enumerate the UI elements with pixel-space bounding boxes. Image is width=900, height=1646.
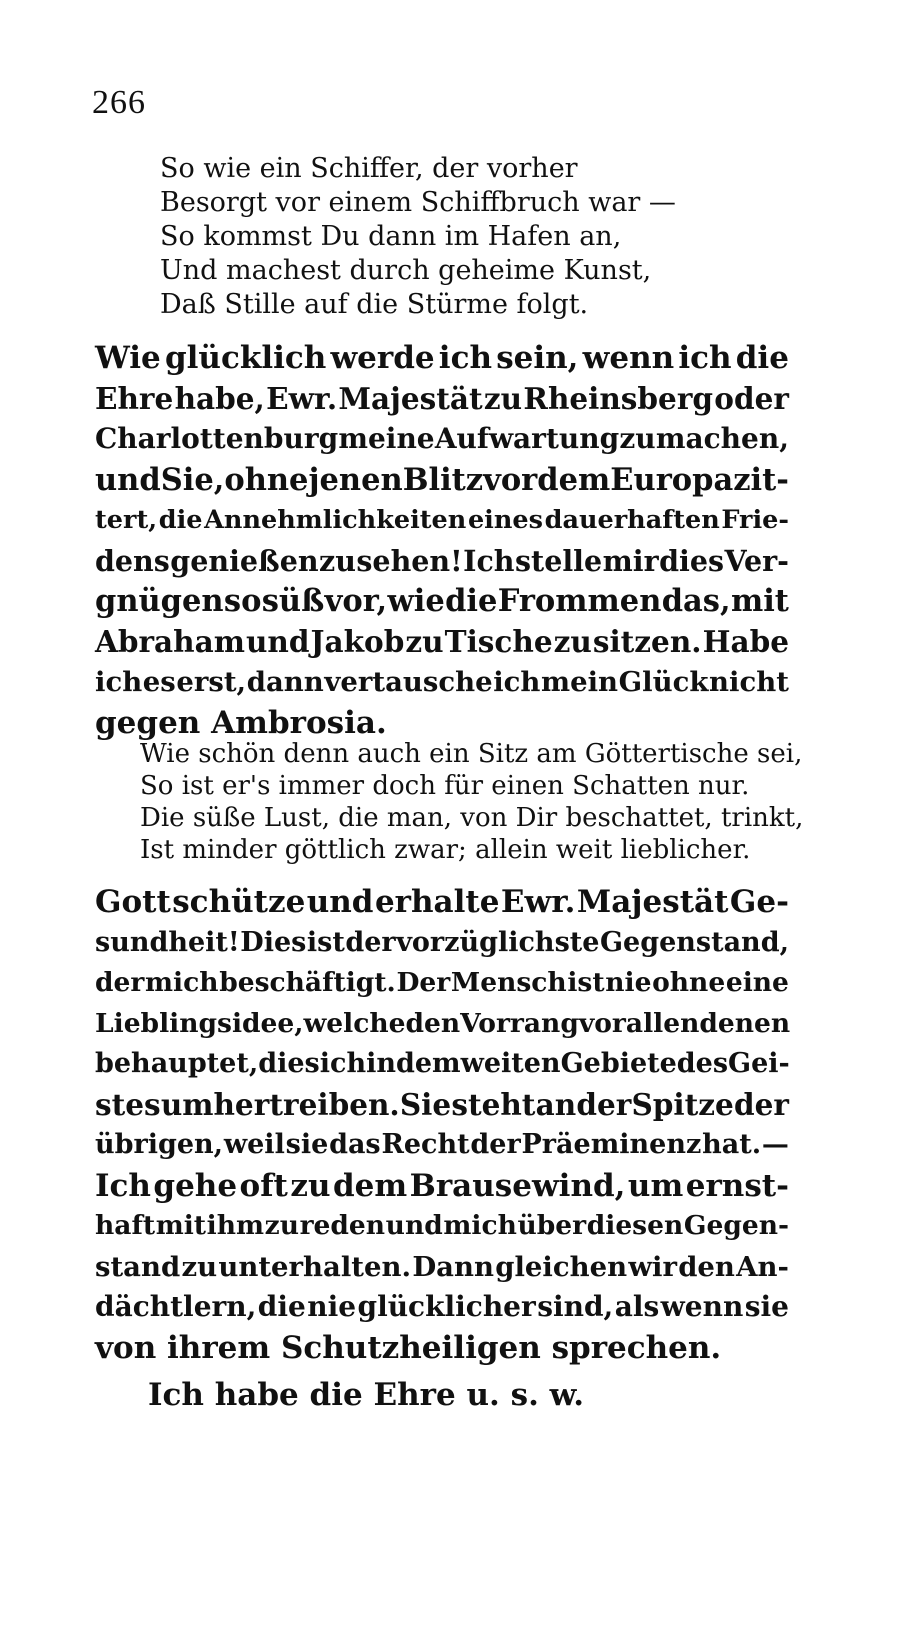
- word: Majestät: [338, 380, 483, 416]
- word: erst,: [176, 666, 247, 698]
- word: sie: [744, 1290, 789, 1323]
- word: ist: [567, 967, 605, 998]
- word: zu: [181, 1250, 218, 1283]
- word: Sie: [399, 1086, 452, 1122]
- word: des: [676, 1048, 729, 1079]
- word: gehe: [153, 1167, 238, 1204]
- word: sich: [304, 1048, 367, 1079]
- word: eines: [467, 505, 543, 535]
- word: gnügen: [95, 583, 224, 619]
- verse-line: Ist minder göttlich zwar; allein weit lieblicher.: [140, 835, 751, 865]
- word: als: [614, 1290, 660, 1323]
- word: dem: [395, 1048, 461, 1079]
- word: zu: [264, 1210, 299, 1241]
- word: mich: [443, 1210, 517, 1241]
- word: die: [257, 1290, 306, 1323]
- verse-line: Besorgt vor einem Schiffbruch war —: [160, 187, 676, 218]
- word: sind,: [537, 1290, 614, 1323]
- word: dächtlern,: [95, 1290, 257, 1323]
- word: Gegen-: [683, 1210, 789, 1241]
- word: vertausche: [324, 666, 493, 698]
- word: ohne: [224, 461, 309, 498]
- word: nie: [605, 967, 652, 998]
- closing-line: Ich habe die Ehre u. s. w.: [148, 1377, 585, 1413]
- word: der: [576, 1086, 632, 1122]
- word: vor: [578, 1007, 626, 1039]
- word: gleichen: [495, 1250, 628, 1283]
- word: oder: [714, 380, 789, 416]
- word: ernst-: [685, 1167, 789, 1204]
- word: unterhalten.: [218, 1250, 412, 1283]
- word: Majestät: [576, 884, 729, 920]
- paragraph-line: [95, 419, 789, 460]
- word: so: [223, 583, 262, 619]
- word: den: [678, 1250, 735, 1283]
- word: nicht: [709, 666, 789, 698]
- word: es: [142, 666, 176, 698]
- verse-stanza-2: [140, 738, 803, 866]
- word: stand: [95, 1250, 181, 1283]
- word: genießen: [170, 543, 319, 578]
- paragraph-1: [95, 338, 789, 743]
- word: an: [535, 1086, 577, 1122]
- word: Spitze: [631, 1086, 734, 1122]
- word: die: [158, 505, 203, 535]
- word: Ewr.: [500, 884, 576, 920]
- word: vorzüglichste: [396, 926, 600, 958]
- word: ich: [678, 340, 732, 376]
- word: der: [733, 1086, 789, 1122]
- word: Habe: [702, 623, 789, 659]
- word: Gei-: [728, 1048, 790, 1079]
- word: und: [95, 461, 161, 498]
- word: glücklicher: [357, 1290, 536, 1323]
- verse-stanza-1: [160, 152, 676, 322]
- word: —: [761, 1129, 789, 1160]
- word: weil: [223, 1129, 285, 1160]
- word: zu: [483, 380, 523, 416]
- word: tert,: [95, 505, 158, 535]
- paragraph-line: [95, 1247, 789, 1288]
- word: treiben.: [269, 1086, 400, 1122]
- word: dem: [537, 461, 611, 498]
- word: ist: [306, 926, 345, 958]
- word: wir: [628, 1250, 677, 1283]
- word: und: [306, 884, 374, 920]
- word: steht: [451, 1086, 536, 1122]
- paragraph-line: [95, 500, 789, 541]
- word: ich: [493, 666, 541, 698]
- word: Der: [396, 967, 451, 998]
- word: Ver-: [724, 543, 789, 578]
- word: Blitz: [402, 461, 484, 498]
- word: glücklich: [164, 340, 327, 376]
- word: Gegenstand,: [599, 926, 789, 958]
- word: reden: [299, 1210, 386, 1241]
- paragraph-line: [95, 963, 789, 1004]
- word: den: [405, 1007, 461, 1039]
- paragraph-line: [95, 338, 789, 379]
- word: Rheinsberg: [523, 380, 713, 416]
- word: dem: [332, 1167, 408, 1204]
- word: machen,: [655, 422, 789, 455]
- word: Brausewind,: [409, 1167, 626, 1204]
- word: übrigen,: [95, 1129, 224, 1160]
- word: süß: [261, 583, 325, 619]
- verse-line: Und machest durch geheime Kunst,: [160, 255, 652, 286]
- verse-line: Daß Stille auf die Stürme folgt.: [160, 289, 589, 320]
- word: und: [385, 1210, 443, 1241]
- word: sein,: [496, 340, 579, 376]
- word: dauerhaften: [544, 505, 720, 535]
- word: ohne: [652, 967, 726, 998]
- word: welche: [303, 1007, 406, 1039]
- word: Ich: [463, 543, 515, 578]
- word: mich: [145, 967, 219, 998]
- word: Glück: [618, 666, 709, 698]
- word: Dies: [240, 926, 307, 958]
- word: denen: [699, 1007, 791, 1039]
- word: beschäftigt.: [219, 967, 396, 998]
- word: zu: [619, 422, 656, 455]
- word: umher: [160, 1086, 270, 1122]
- verse-line: Die süße Lust, die man, von Dir beschattet, trinkt,: [140, 803, 804, 833]
- word: Ehre: [95, 380, 174, 416]
- word: zu: [319, 543, 356, 578]
- word: mit: [155, 1210, 207, 1241]
- word: wie: [387, 583, 445, 619]
- word: ihm: [206, 1210, 265, 1241]
- verse-line: So kommst Du dann im Hafen an,: [160, 221, 622, 252]
- word: Gott: [95, 884, 171, 920]
- word: Wie: [95, 340, 161, 376]
- word: An-: [736, 1250, 789, 1283]
- paragraph-line: [95, 1044, 789, 1085]
- word: stes: [95, 1086, 161, 1122]
- word: Gebiete: [560, 1048, 677, 1079]
- paragraph-line: [95, 581, 789, 622]
- word: das: [329, 1129, 381, 1160]
- word: zu: [290, 1167, 331, 1204]
- word: eine: [725, 967, 789, 998]
- word: die: [445, 583, 498, 619]
- paragraph-2: [95, 882, 789, 1368]
- word: haft: [95, 1210, 156, 1241]
- word: dens: [95, 543, 170, 578]
- word: Europa: [610, 461, 734, 498]
- verse-line: So wie ein Schiffer, der vorher: [160, 153, 578, 184]
- word: diesen: [586, 1210, 684, 1241]
- word: zu: [553, 623, 592, 659]
- verse-line: So ist er's immer doch für einen Schatten nur.: [140, 771, 750, 801]
- word: stelle: [515, 543, 603, 578]
- word: Vorrang: [460, 1007, 579, 1039]
- paragraph-line: [95, 622, 789, 663]
- paragraph-line: [95, 1004, 789, 1045]
- word: sie: [285, 1129, 329, 1160]
- word: Ge-: [729, 884, 789, 920]
- word: mir: [602, 543, 659, 578]
- word: Lieblingsidee,: [95, 1007, 304, 1039]
- word: Recht: [381, 1129, 470, 1160]
- word: Charlottenburg: [95, 422, 339, 455]
- word: Präeminenz: [521, 1129, 702, 1160]
- word: um: [627, 1167, 684, 1204]
- word: Annehmlichkeiten: [204, 505, 467, 535]
- word: habe,: [174, 380, 265, 416]
- word: Frie-: [721, 505, 789, 535]
- word: oft: [239, 1167, 288, 1204]
- paragraph-line: [95, 1287, 789, 1328]
- word: werde: [330, 340, 435, 376]
- word: Mensch: [450, 967, 567, 998]
- page-number: 266: [92, 84, 146, 121]
- word: die: [258, 1048, 305, 1079]
- paragraph-line: [95, 923, 789, 964]
- word: sitzen.: [592, 623, 702, 659]
- word: und: [245, 623, 310, 659]
- word: sehen!: [356, 543, 463, 578]
- word: vor: [483, 461, 538, 498]
- word: Abraham: [95, 623, 245, 659]
- word: wenn: [582, 340, 675, 376]
- word: Dann: [412, 1250, 494, 1283]
- word: zit-: [733, 461, 789, 498]
- word: sundheit!: [95, 926, 240, 958]
- word: ich: [95, 666, 143, 698]
- paragraph-line: [95, 379, 789, 420]
- paragraph-line: [95, 1125, 789, 1166]
- word: behauptet,: [95, 1048, 259, 1079]
- word: mit: [730, 583, 789, 619]
- word: der: [95, 967, 145, 998]
- word: nie: [307, 1290, 357, 1323]
- word: mein: [541, 666, 619, 698]
- paragraph-line: [95, 1085, 789, 1126]
- word: dies: [659, 543, 725, 578]
- word: zu: [405, 623, 444, 659]
- word: erhalte: [374, 884, 500, 920]
- word: der: [470, 1129, 521, 1160]
- word: Jakob: [310, 623, 405, 659]
- paragraph-line: [95, 1166, 789, 1207]
- word: dann: [246, 666, 324, 698]
- word: wenn: [660, 1290, 744, 1323]
- word: Aufwartung: [434, 422, 620, 455]
- word: Frommen: [497, 583, 662, 619]
- paragraph-line: gegen Ambrosia.: [95, 704, 387, 741]
- word: der: [345, 926, 396, 958]
- paragraph-line: [95, 1206, 789, 1247]
- word: Ich: [95, 1167, 151, 1204]
- paragraph-line: von ihrem Schutzheiligen sprechen.: [95, 1329, 722, 1366]
- word: jenen: [308, 461, 403, 498]
- word: die: [735, 340, 789, 376]
- paragraph-line: [95, 460, 789, 501]
- word: Tische: [444, 623, 553, 659]
- word: ich: [438, 340, 492, 376]
- word: Sie,: [160, 461, 225, 498]
- word: das,: [661, 583, 731, 619]
- word: schütze: [172, 884, 306, 920]
- paragraph-line: [95, 662, 789, 703]
- word: weiten: [460, 1048, 561, 1079]
- word: allen: [625, 1007, 700, 1039]
- word: Ewr.: [266, 380, 338, 416]
- paragraph-line: [95, 882, 789, 923]
- paragraph-line: [95, 541, 789, 582]
- word: meine: [338, 422, 435, 455]
- word: über: [517, 1210, 587, 1241]
- verse-line: Wie schön denn auch ein Sitz am Göttertische sei,: [140, 739, 803, 769]
- word: hat.: [702, 1129, 762, 1160]
- word: in: [366, 1048, 396, 1079]
- word: vor,: [324, 583, 388, 619]
